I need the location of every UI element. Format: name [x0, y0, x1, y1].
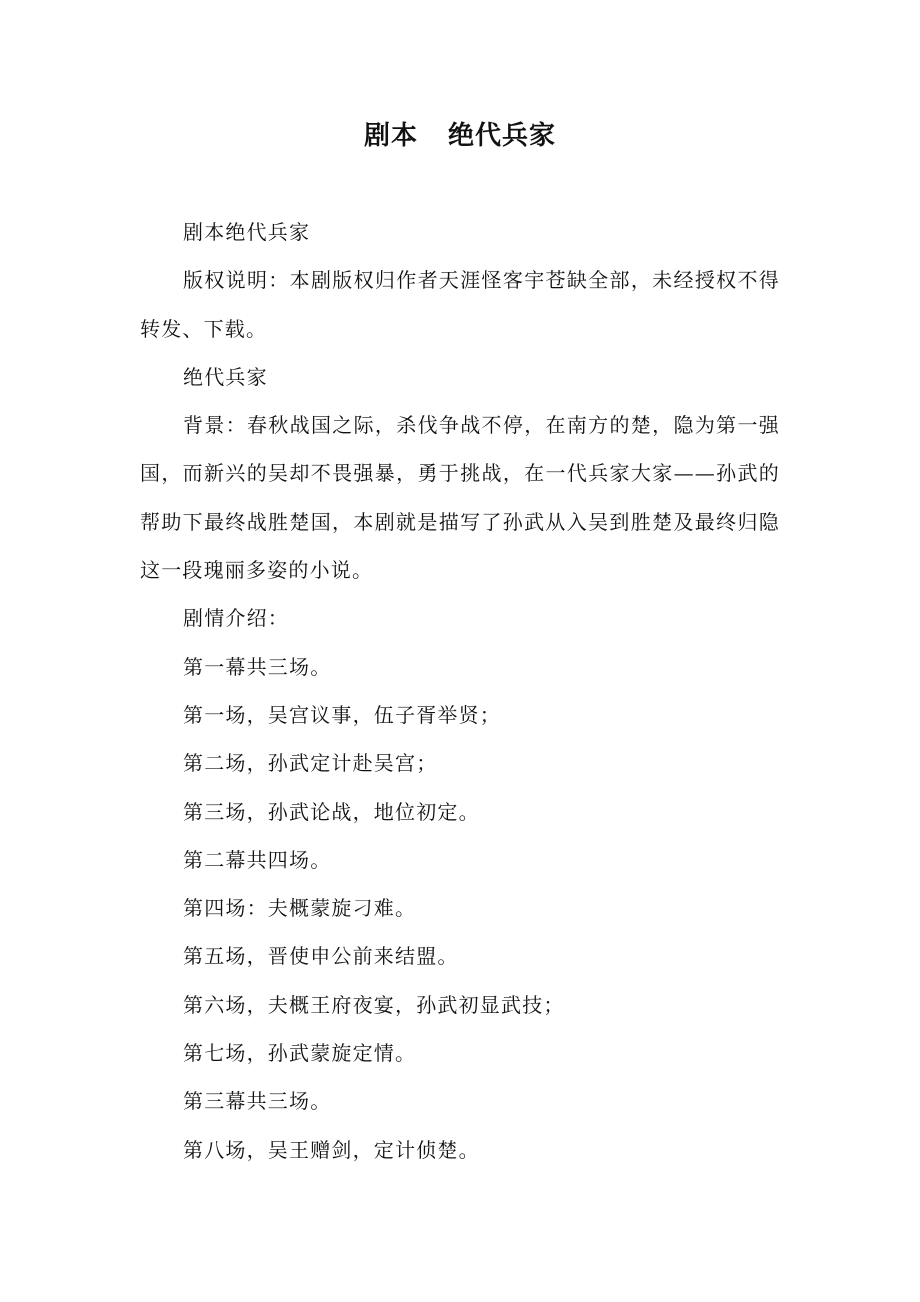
document-title	[0, 116, 920, 156]
document-title-part1: 剧本	[363, 121, 418, 151]
paragraph-play-name: 绝代兵家	[183, 364, 268, 389]
paragraph-plot-heading: 剧情介绍：	[183, 606, 289, 631]
paragraph-scene-3: 第三场，孙武论战，地位初定。	[183, 799, 480, 824]
paragraph-subtitle: 剧本绝代兵家	[183, 220, 311, 244]
paragraph-scene-8: 第八场，吴王赠剑，定计侦楚。	[183, 1137, 480, 1162]
paragraph-scene-1: 第一场，吴宫议事，伍子胥举贤；	[183, 702, 501, 727]
paragraph-scene-6: 第六场，夫概王府夜宴，孙武初显武技；	[183, 992, 565, 1017]
paragraph-act-3: 第三幕共三场。	[183, 1089, 332, 1114]
paragraph-scene-7: 第七场，孙武蒙旋定情。	[183, 1041, 417, 1066]
paragraph-scene-2: 第二场，孙武定计赴吴宫；	[183, 751, 438, 776]
paragraph-act-1: 第一幕共三场。	[183, 654, 332, 679]
paragraph-act-2: 第二幕共四场。	[183, 847, 332, 872]
paragraph-scene-5: 第五场，晋使申公前来结盟。	[183, 944, 459, 969]
paragraph-copyright: 版权说明：本剧版权归作者天涯怪客宇苍缺全部，未经授权不得转发、下载。	[140, 268, 780, 341]
paragraph-scene-4: 第四场：夫概蒙旋刁难。	[183, 896, 417, 921]
document-body	[140, 208, 780, 1174]
paragraph-background: 背景：春秋战国之际，杀伐争战不停，在南方的楚，隐为第一强国，而新兴的吴却不畏强暴，勇于挑战，在一代兵家大家——孙武的帮助下最终战胜楚国，本剧就是描写了孙武从入吴到胜楚及最终归隐这一段瑰丽多姿的小说。	[140, 413, 780, 583]
document-title-part2: 绝代兵家	[448, 121, 557, 151]
